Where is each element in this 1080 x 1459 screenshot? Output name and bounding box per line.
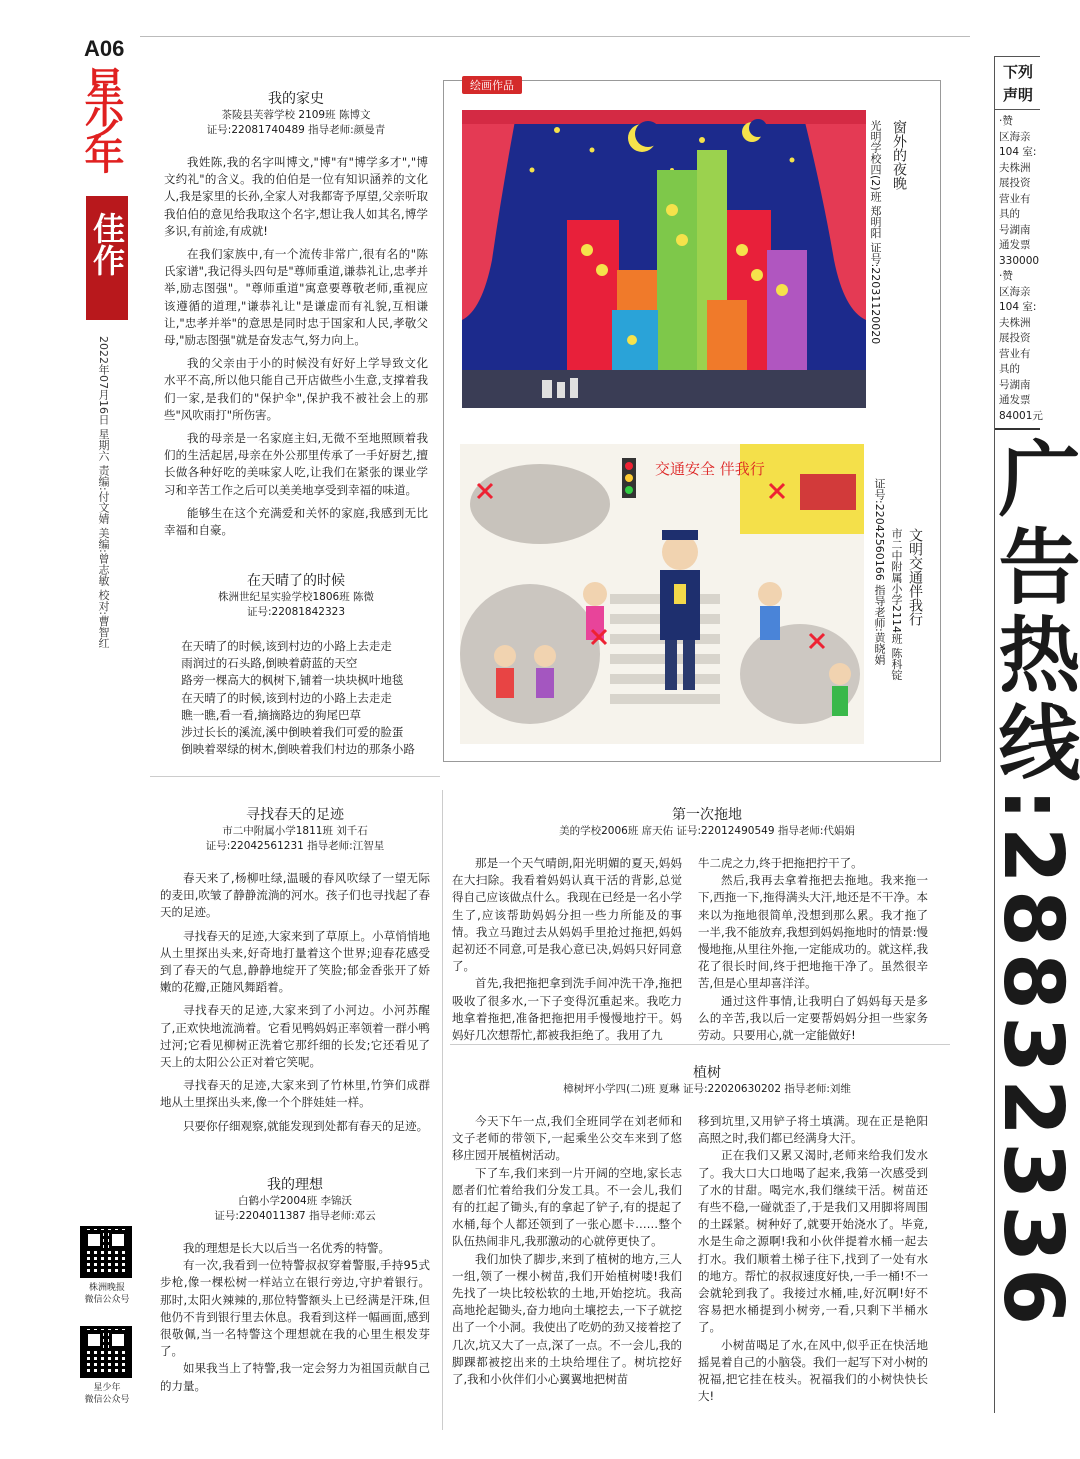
painting-night-city — [462, 110, 866, 408]
article-byline: 美的学校2006班 席天佑 证号:22012490549 指导老师:代娟娟 — [559, 825, 855, 837]
notice-line: 号湖南 — [999, 223, 1031, 236]
paragraph: 我的理想是长大以后当一名优秀的特警。 — [183, 1241, 390, 1255]
poem-line: 倒映着翠绿的树木,倒映着我们村边的那条小路 — [181, 742, 415, 757]
notice-line: 330000 — [999, 254, 1040, 267]
ad-hotline: 广告热线:28832336 — [985, 436, 1080, 1332]
notice-line: 具的 — [999, 208, 1020, 220]
article-title: 我的理想 — [267, 1177, 323, 1193]
paragraph: 移到坑里,又用铲子将土填满。现在正是艳阳高照之时,我们都已经满身大汗。 — [698, 1114, 928, 1146]
notice-line: 号湖南 — [999, 378, 1031, 391]
notice-line: 区海亲 — [999, 130, 1031, 143]
notice-body — [995, 109, 1043, 424]
poem-line: 在天晴了的时候,该到村边的小路上去走走 — [181, 690, 392, 705]
paragraph: 我的父亲由于小的时候没有好好上学导致文化水平不高,所以他只能自己开店做些小生意,支撑着我们一家,是我们的"保护伞",保护我不被社会上的那些"风吹雨打"所伤害。 — [164, 356, 428, 422]
top-rule — [140, 36, 970, 37]
painting-cert-traffic: 证号:22042560166 指导老师:黄晓娟 — [873, 478, 886, 665]
notice-line: 展投资 — [999, 332, 1031, 344]
article-title: 第一次拖地 — [672, 807, 742, 823]
logo-text: 星少年 — [78, 66, 124, 168]
paragraph: 我姓陈,我的名字叫博文,"博"有"博学多才","博文约礼"的含义。我的伯伯是一位有知识涵养的文化人,我是家里的长孙,全家人对我都寄予厚望,父亲听取我伯伯的意见给我取这个名字,想让我人如其名,博学多识,有前途,有成就! — [164, 155, 428, 238]
dateline: 2022年07月16日 星期六 责编:付文婧 美编:曾志敏 校对:曹智红 — [97, 336, 110, 649]
poem-line: 雨润过的石头路,倒映着蔚蓝的天空 — [181, 656, 358, 671]
notice-line: 夫株洲 — [999, 316, 1031, 329]
article-school: 市二中附属小学1811班 刘千石 — [222, 825, 368, 837]
right-column — [985, 56, 1080, 1413]
article-my-dream — [160, 1174, 430, 1395]
paragraph: 寻找春天的足迹,大家来到了小河边。小河苏醒了,正欢快地流淌着。它看见鸭妈妈正率领着一群小鸭过河;它看见柳树正洗着它那纤细的长发;它还看见了天上的太阳公公正对着它笑呢。 — [160, 1003, 430, 1070]
article-title: 寻找春天的足迹 — [246, 807, 344, 823]
article-cert: 证号:2204011387 指导老师:邓云 — [214, 1210, 376, 1222]
article-column-2 — [698, 1113, 928, 1405]
notice-line: 展投资 — [999, 177, 1031, 189]
notice-line: 夫株洲 — [999, 161, 1031, 174]
divider — [442, 790, 443, 1430]
painting-traffic-safety — [460, 444, 864, 744]
article-title: 在天晴了的时候 — [247, 573, 345, 589]
paragraph: 我们加快了脚步,来到了植树的地方,三人一组,领了一棵小树苗,我们开始植树喽!我们先找了一块比较松软的土地,开始挖坑。我高高地抡起锄头,奋力地向土壤挖去,一下子就挖出了一个小洞。我使出了吃奶的劲又接着挖了几次,坑又大了一点,深了一点。不一会儿,我的脚踝都被挖出来的土块给埋住了。树坑挖好了,我和小伙伴们小心翼翼地把树苗 — [452, 1251, 682, 1387]
paragraph: 只要你仔细观察,就能发现到处都有春天的足迹。 — [183, 1118, 429, 1133]
qr-code-zhuzhou-evening — [80, 1226, 132, 1278]
article-school: 株洲世纪星实验学校1806班 陈微 — [217, 591, 375, 603]
paragraph: 那是一个天气晴朗,阳光明媚的夏天,妈妈在大扫除。我看着妈妈认真干活的背影,总觉得自己应该做点什么。我现在已经是一名小学生了,应该帮助妈妈分担一些力所能及的事情。我立马跑过去从妈妈手里抢过拖把,妈妈起初还不同意,可是我心意已决,妈妈只好同意了。 — [452, 856, 682, 974]
article-title: 我的家史 — [268, 91, 324, 107]
painting-credit-night: 光明学校四(2)班 郑明阳 证号:22031120020 — [869, 120, 882, 345]
notice-line: 营业有 — [999, 192, 1031, 205]
poem-body — [164, 638, 428, 758]
paragraph: 下了车,我们来到一片开阔的空地,家长志愿者们忙着给我们分发工具。不一会儿,我们有的扛起了锄头,有的拿起了铲子,有的提起了水桶,每个人都还领到了一张心愿卡……整个队伍热闹非凡,我那激动的心就停更快了。 — [452, 1165, 682, 1249]
article-tree-planting — [452, 1062, 962, 1405]
painting-title-night: 窗外的夜晚 — [891, 120, 907, 190]
poem-line: 在天晴了的时候,该到村边的小路上去走走 — [181, 639, 392, 653]
notice-heading-2: 声明 — [1003, 86, 1034, 104]
painting-banner: 交通安全 伴我行 — [655, 460, 765, 478]
article-cert: 证号:22081740489 指导老师:颜曼青 — [206, 124, 386, 136]
paragraph: 寻找春天的足迹,大家来到了竹林里,竹笋们成群地从土里探出头来,像一个个胖娃娃一样。 — [160, 1078, 430, 1110]
notice-line: 104 室: — [999, 146, 1037, 158]
paragraph: 能够生在这个充满爱和关怀的家庭,我感到无比幸福和自豪。 — [164, 505, 428, 538]
poem-line: 瞧一瞧,看一看,摘摘路边的狗尾巴草 — [181, 707, 362, 722]
divider — [450, 1044, 950, 1045]
paragraph: 正在我们又累又渴时,老师来给我们发水了。我大口大口地喝了起来,我第一次感受到了水的甘甜。喝完水,我们继续干活。树苗还有些不稳,一碰就歪了,于是我们又用脚将周围的土踩紧。树种好了,就要开始浇水了。毕竟,水是生命之源啊!我和小伙伴提着水桶一起去打水。我们顺着土梯子往下,找到了一处有水的地方。帮忙的叔叔速度好快,一手一桶!不一会就轮到我了。我接过水桶,哇,好沉啊!好不容易把水桶提到小树旁,一看,只剩下半桶水了。 — [698, 1148, 928, 1335]
page-number: A06 — [84, 36, 125, 61]
article-title: 植树 — [693, 1065, 721, 1081]
paragraph: 通过这件事情,让我明白了妈妈每天是多么的辛苦,我以后一定要帮妈妈分担一些家务劳动。只要用心,就一定能做好! — [698, 993, 928, 1043]
article-byline: 樟树坪小学四(二)班 夏琳 证号:22020630202 指导老师:刘维 — [563, 1083, 851, 1095]
notice-line: 84001元 — [999, 409, 1043, 422]
article-body — [160, 870, 430, 1135]
article-spring-footprints — [160, 804, 430, 1135]
notice-heading-1: 下列 — [1003, 63, 1034, 81]
article-column-1 — [452, 1113, 682, 1405]
article-school: 白鹤小学2004班 李锦沃 — [237, 1195, 353, 1207]
poem-line: 涉过长长的溪流,溪中倒映着我们可爱的脸蛋 — [181, 725, 404, 740]
notice-line: 具的 — [999, 363, 1020, 375]
notice-line: 区海亲 — [999, 285, 1031, 298]
paragraph: 首先,我把拖把拿到洗手间冲洗干净,拖把吸收了很多水,一下子变得沉重起来。我吃力地拿着拖把,准备把拖把用手慢慢地拧干。妈妈好几次想帮忙,都被我拒绝了。我用了九 — [452, 976, 682, 1043]
notice-line: ·赞 — [999, 270, 1013, 282]
paragraph: 我的母亲是一名家庭主妇,无微不至地照顾着我们的生活起居,母亲在外公那里传承了一手好厨艺,擅长做各种好吃的美味家人吃,让我们在紧张的课业学习和辛苦工作之后可以美美地享受到幸福的味道。 — [164, 431, 428, 497]
divider — [150, 776, 440, 777]
painting-credit-traffic: 市二中附属小学2114班 陈科锭 — [890, 528, 903, 681]
paragraph: 寻找春天的足迹,大家来到了草原上。小草悄悄地从土里探出头来,好奇地打量着这个世界;迎春花感受到了春天的气息,静静地绽开了笑脸;郁金香张开了娇嫩的花瓣,正随风舞蹈着。 — [160, 928, 430, 995]
article-column-1 — [452, 855, 682, 1044]
article-body — [160, 1240, 430, 1395]
paragraph: 春天来了,杨柳吐绿,温暖的春风吹绿了一望无际的麦田,吹皱了静静流淌的河水。孩子们也寻找起了春天的足迹。 — [160, 871, 430, 920]
qr-caption-1: 株洲晚报 微信公众号 — [84, 1283, 130, 1305]
poem-line: 路旁一棵高大的枫树下,铺着一块块枫叶地毯 — [181, 673, 404, 688]
notice-line: 营业有 — [999, 347, 1031, 360]
qr-code-star-youth — [80, 1326, 132, 1378]
paragraph: 牛二虎之力,终于把拖把拧干了。 — [698, 856, 863, 870]
article-cert: 证号:22042561231 指导老师:江智星 — [205, 840, 385, 852]
section-band — [86, 196, 128, 320]
paragraph: 有一次,我看到一位特警叔叔穿着警服,手持95式步枪,像一棵松树一样站立在银行旁边,守护着银行。那时,太阳火辣辣的,那位特警额头上已经满是汗珠,但他仍不肯到银行里去休息。我看到这样一幅画面,感到很敬佩,当一名特警这个理想就在我的心里生根发芽了。 — [160, 1258, 430, 1359]
notice-line: 104 室: — [999, 301, 1037, 313]
paragraph: 然后,我再去拿着拖把去拖地。我来拖一下,西拖一下,拖得满头大汗,地还是不干净。本来以为拖地很简单,没想到那么累。我才拖了一半,我不能放弃,我想到妈妈拖地时的情景:慢慢地拖,从里往外拖,一定能成功的。就这样,我花了很长时间,终于把地拖干净了。虽然很辛苦,但是心里却喜洋洋。 — [698, 873, 928, 991]
qr-caption-2: 星少年 微信公众号 — [84, 1383, 130, 1405]
article-body — [164, 154, 428, 539]
paragraph: 如果我当上了特警,我一定会努力为祖国贡献自己的力量。 — [160, 1361, 430, 1393]
article-school: 茶陵县芙蓉学校 2109班 陈博文 — [221, 109, 371, 121]
notice-line: ·赞 — [999, 115, 1013, 127]
paragraph: 今天下午一点,我们全班同学在刘老师和文子老师的带领下,一起乘坐公交车来到了悠移庄园开展植树活动。 — [452, 1114, 682, 1163]
logo — [76, 66, 140, 196]
paragraph: 小树苗喝足了水,在风中,似乎正在快活地摇晃着自己的小脑袋。我们一起写下对小树的祝福,把它挂在枝头。祝福我们的小树快快长大! — [698, 1337, 928, 1404]
notice-line: 通发票 — [999, 239, 1031, 251]
article-cert: 证号:22081842323 — [246, 606, 346, 618]
article-first-mopping — [452, 804, 962, 1044]
painting-title-traffic: 文明交通伴我行 — [907, 528, 923, 626]
article-column-2 — [698, 855, 928, 1044]
article-sunny-time — [164, 570, 428, 758]
artwork-label: 绘画作品 — [462, 76, 522, 94]
section-title: 佳作 — [88, 212, 126, 276]
paragraph: 在我们家族中,有一个流传非常广,很有名的"陈氏家谱",我记得头四句是"尊师重道,谦恭礼让,忠孝并举,励志图强"。"尊师重道"寓意要尊敬老师,重视应该遵循的道理,"谦恭礼让"是谦虚而有礼貌,互相谦让,"忠孝并举"的意思是同时忠于国家和人民,孝敬父母,"励志图强"就是奋发志气,努力向上。 — [164, 247, 428, 348]
notice-line: 通发票 — [999, 394, 1031, 406]
article-family-history — [164, 88, 428, 539]
